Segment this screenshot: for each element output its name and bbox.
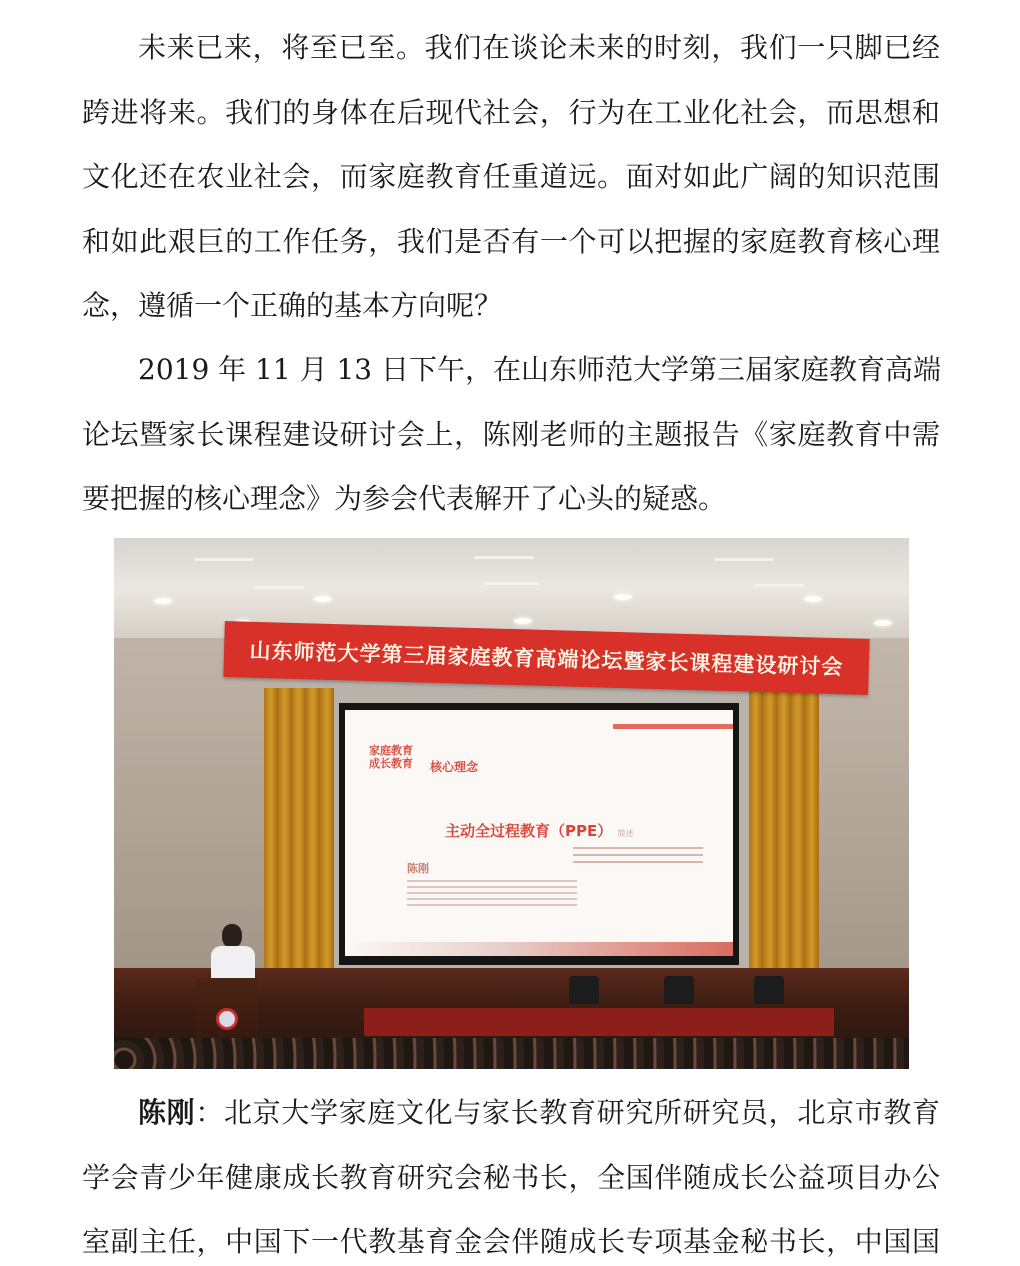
text-line: 室副主任，中国下一代教基育金会伴随成长专项基金秘书长，中国国 — [82, 1225, 940, 1258]
text-line: 文化还在农业社会，而家庭教育任重道远。面对如此广阔的知识范围 — [82, 160, 940, 193]
stage-table — [364, 1008, 834, 1036]
projection-screen — [345, 710, 733, 956]
slide-subtitle-lines — [573, 842, 703, 868]
stage-chair — [664, 976, 694, 1004]
speaker-bio-paragraph — [82, 1081, 940, 1266]
slide-presenter: 陈刚 — [407, 862, 429, 875]
event-paragraph — [82, 338, 940, 532]
stage-chair — [754, 976, 784, 1004]
university-logo-icon — [216, 1008, 238, 1030]
speaker-name: 陈刚 — [138, 1096, 196, 1129]
slide-footer-accent — [345, 942, 733, 956]
text-line: 念，遵循一个正确的基本方向呢？ — [82, 289, 503, 322]
slide-concept: 核心理念 — [430, 760, 479, 774]
text-line: 陈刚：北京大学家庭文化与家长教育研究所研究员，北京市教育 — [138, 1096, 940, 1129]
text-line: 跨进将来。我们的身体在后现代社会，行为在工业化社会，而思想和 — [82, 95, 940, 129]
text-line: 要把握的核心理念》为参会代表解开了心头的疑惑。 — [82, 482, 727, 515]
text-line: 论坛暨家长课程建设研讨会上，陈刚老师的主题报告《家庭教育中需 — [82, 417, 940, 451]
text-line: 2019 年 11 月 13 日下午，在山东师范大学第三届家庭教育高端 — [138, 353, 942, 386]
conference-banner: 山东师范大学第三届家庭教育高端论坛暨家长课程建设研讨会 — [223, 621, 869, 695]
intro-paragraph — [82, 16, 940, 339]
audience — [114, 1038, 909, 1069]
text-line: 学会青少年健康成长教育研究会秘书长，全国伴随成长公益项目办公 — [82, 1160, 940, 1194]
slide-title: 主动全过程教育（PPE） 简述 — [445, 822, 634, 840]
slide-accent — [613, 724, 733, 729]
slide-tag: 家庭教育 成长教育 — [369, 744, 413, 770]
slide-bio-lines — [407, 876, 577, 910]
conference-photo — [114, 538, 909, 1069]
speaker — [222, 924, 242, 948]
text-line: 未来已来，将至已至。我们在谈论未来的时刻，我们一只脚已经 — [138, 31, 940, 64]
stage-chair — [569, 976, 599, 1004]
text-line: 和如此艰巨的工作任务，我们是否有一个可以把握的家庭教育核心理 — [82, 224, 940, 258]
